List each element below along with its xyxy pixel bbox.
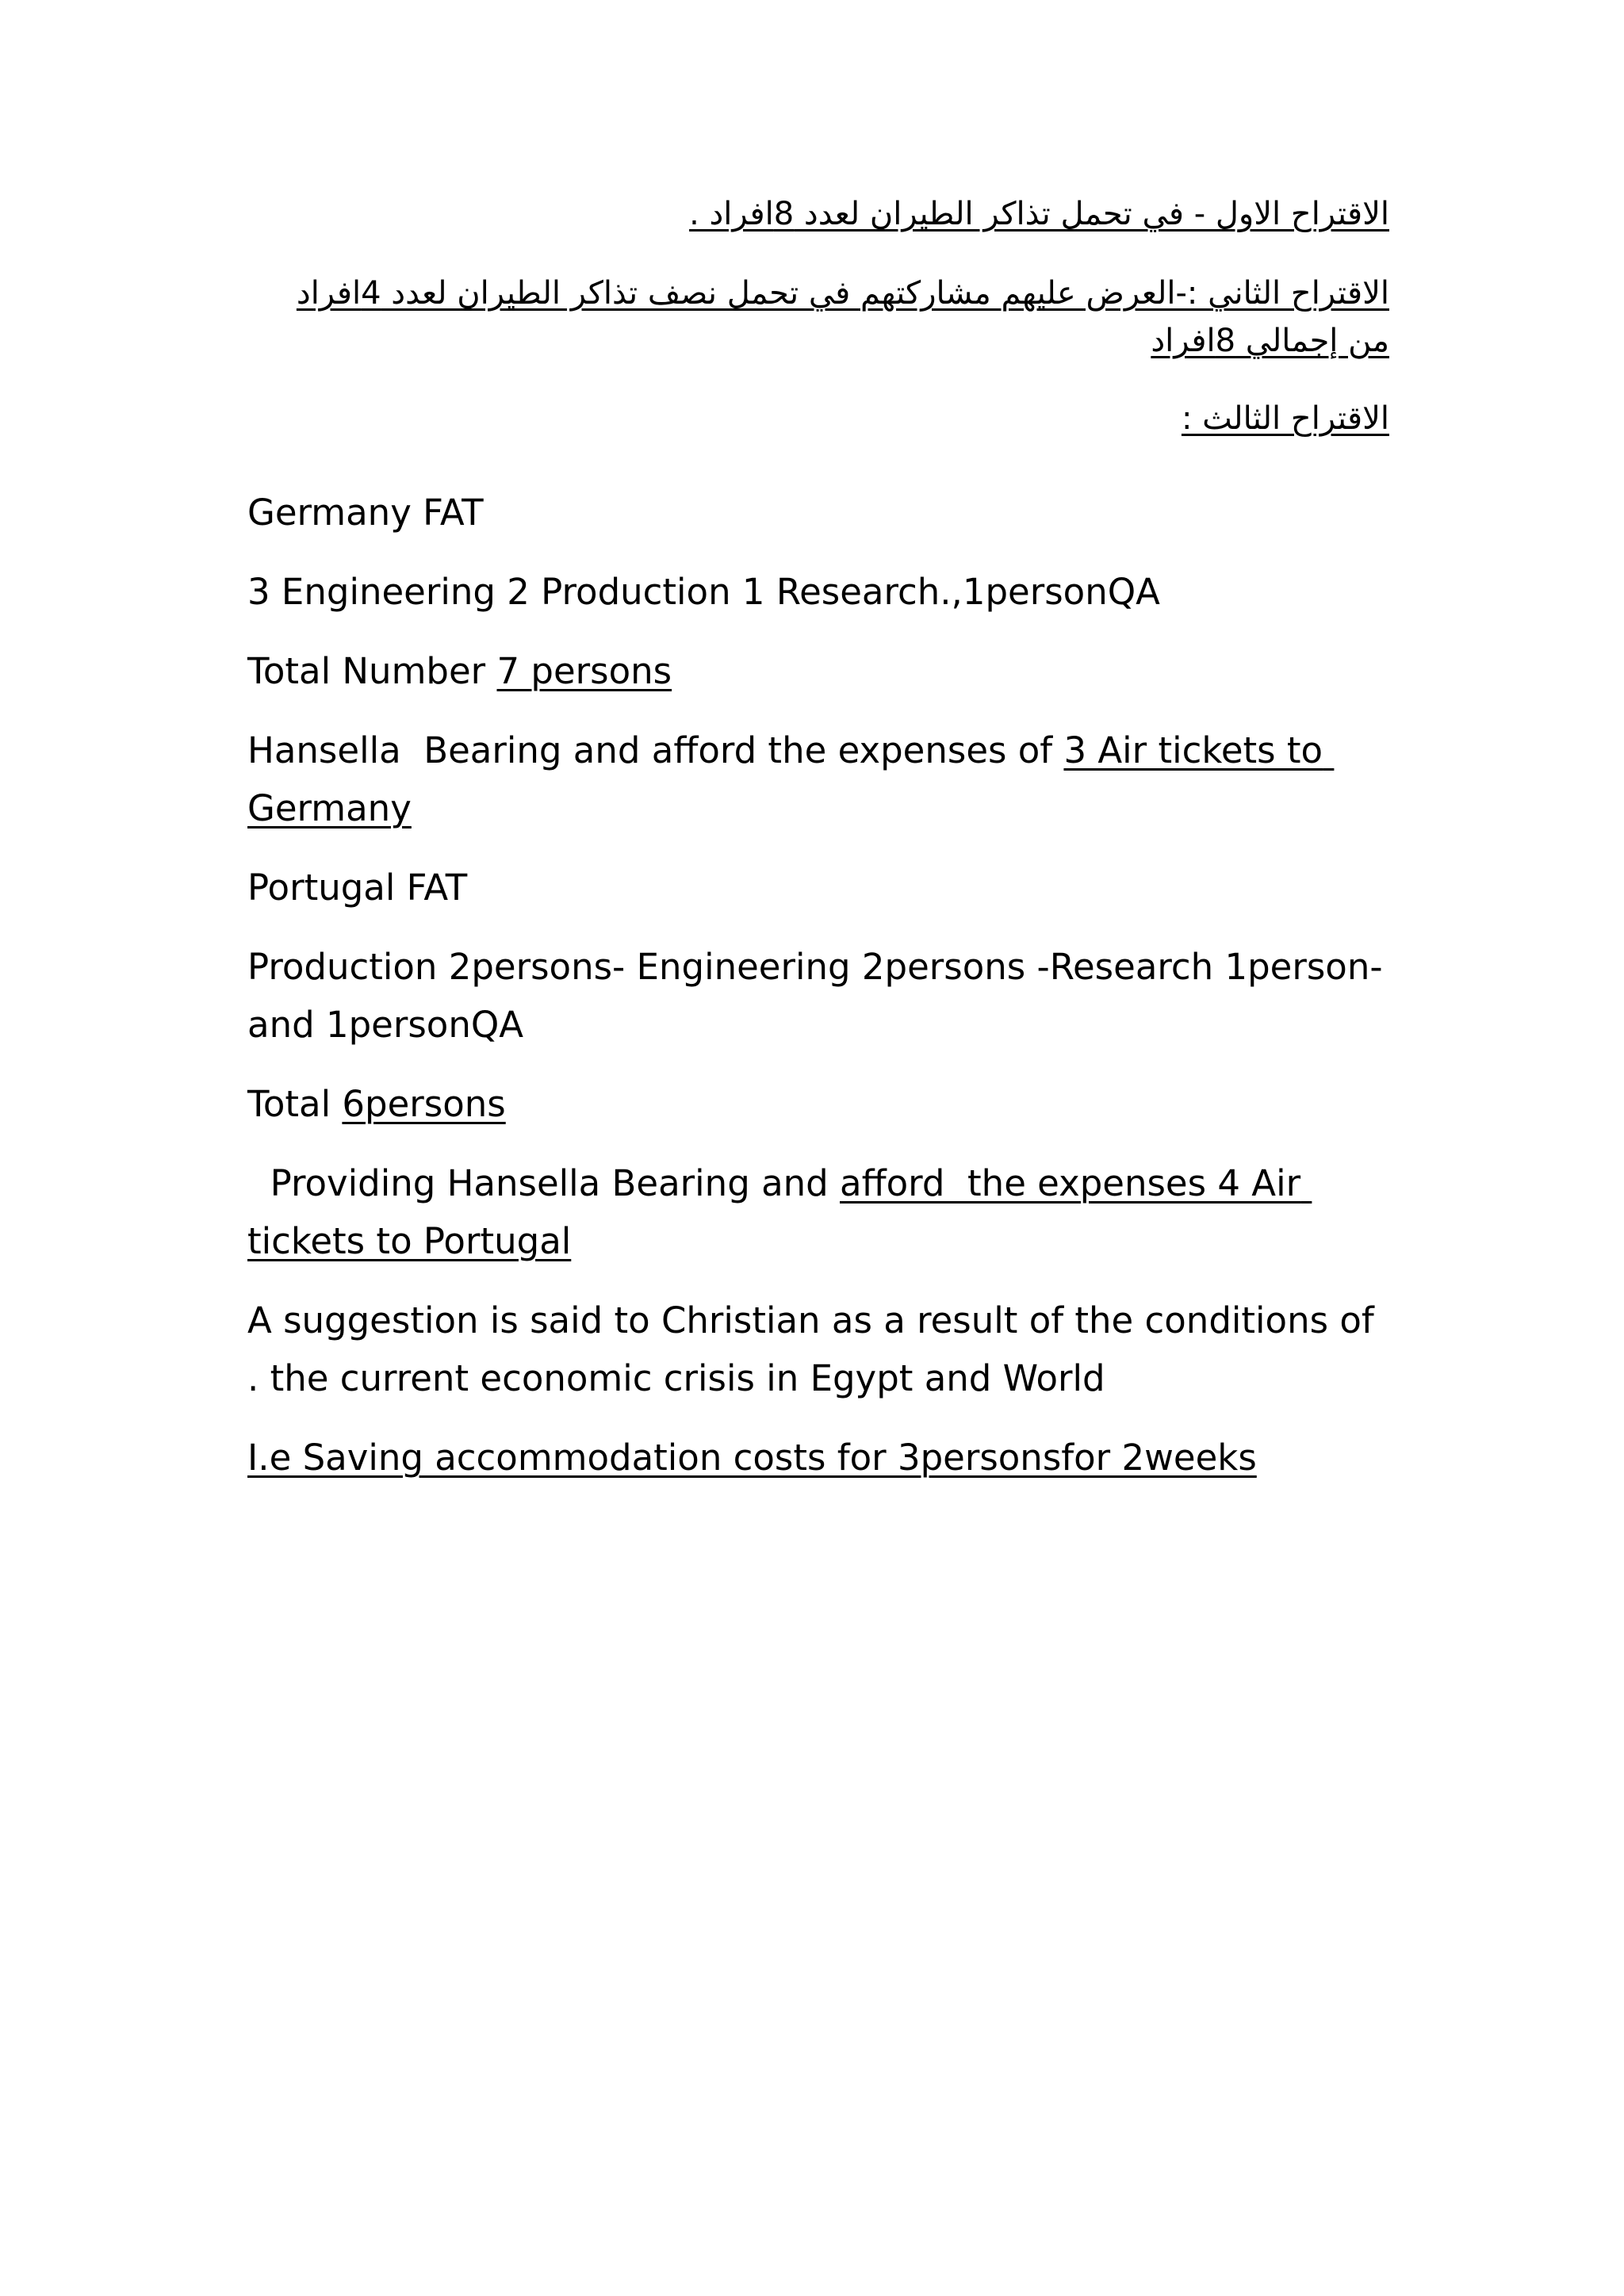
proposal-two	[247, 270, 1389, 365]
portugal-afford	[247, 1154, 1389, 1270]
suggestion-paragraph: A suggestion is said to Christian as a result of the conditions of . the current economic crisis in Egypt and World	[247, 1299, 1374, 1399]
portugal-afford-prefix: Providing Hansella Bearing and	[247, 1162, 841, 1204]
proposal-three-text: الاقتراح الثالث :	[1181, 400, 1389, 437]
portugal-total-label: Total	[247, 1083, 343, 1125]
proposal-one	[247, 190, 1389, 238]
germany-breakdown: 3 Engineering 2 Production 1 Research.,1personQA	[247, 571, 1160, 613]
saving-line	[247, 1429, 1389, 1487]
portugal-total-value: 6persons	[342, 1083, 506, 1125]
germany-afford	[247, 721, 1389, 837]
germany-total-label: Total Number	[247, 650, 497, 692]
proposal-one-text: الاقتراح الاول - في تحمل تذاكر الطيران لعدد 8افراد .	[689, 196, 1389, 232]
germany-afford-tickets: 3 Air tickets to Germany	[247, 729, 1335, 829]
document-body	[247, 190, 1389, 1508]
portugal-total	[247, 1075, 1389, 1133]
proposal-two-text: الاقتراح الثاني :-العرض عليهم مشاركتهم في تحمل نصف تذاكر الطيران لعدد 4افراد من إجمالي 8افراد	[296, 275, 1389, 359]
portugal-heading: Portugal FAT	[247, 867, 468, 909]
portugal-afford-tickets: afford the expenses 4 Air tickets to Portugal	[247, 1162, 1312, 1262]
germany-heading: Germany FAT	[247, 492, 484, 534]
germany-total-value: 7 persons	[496, 650, 672, 692]
saving-line-text: I.e Saving accommodation costs for 3personsfor 2weeks	[247, 1437, 1257, 1479]
proposal-three	[247, 395, 1389, 442]
germany-total	[247, 642, 1389, 700]
portugal-breakdown: Production 2persons- Engineering 2persons -Research 1person- and 1personQA	[247, 946, 1383, 1046]
germany-afford-prefix: Hansella Bearing and afford the expenses of	[247, 729, 1064, 771]
